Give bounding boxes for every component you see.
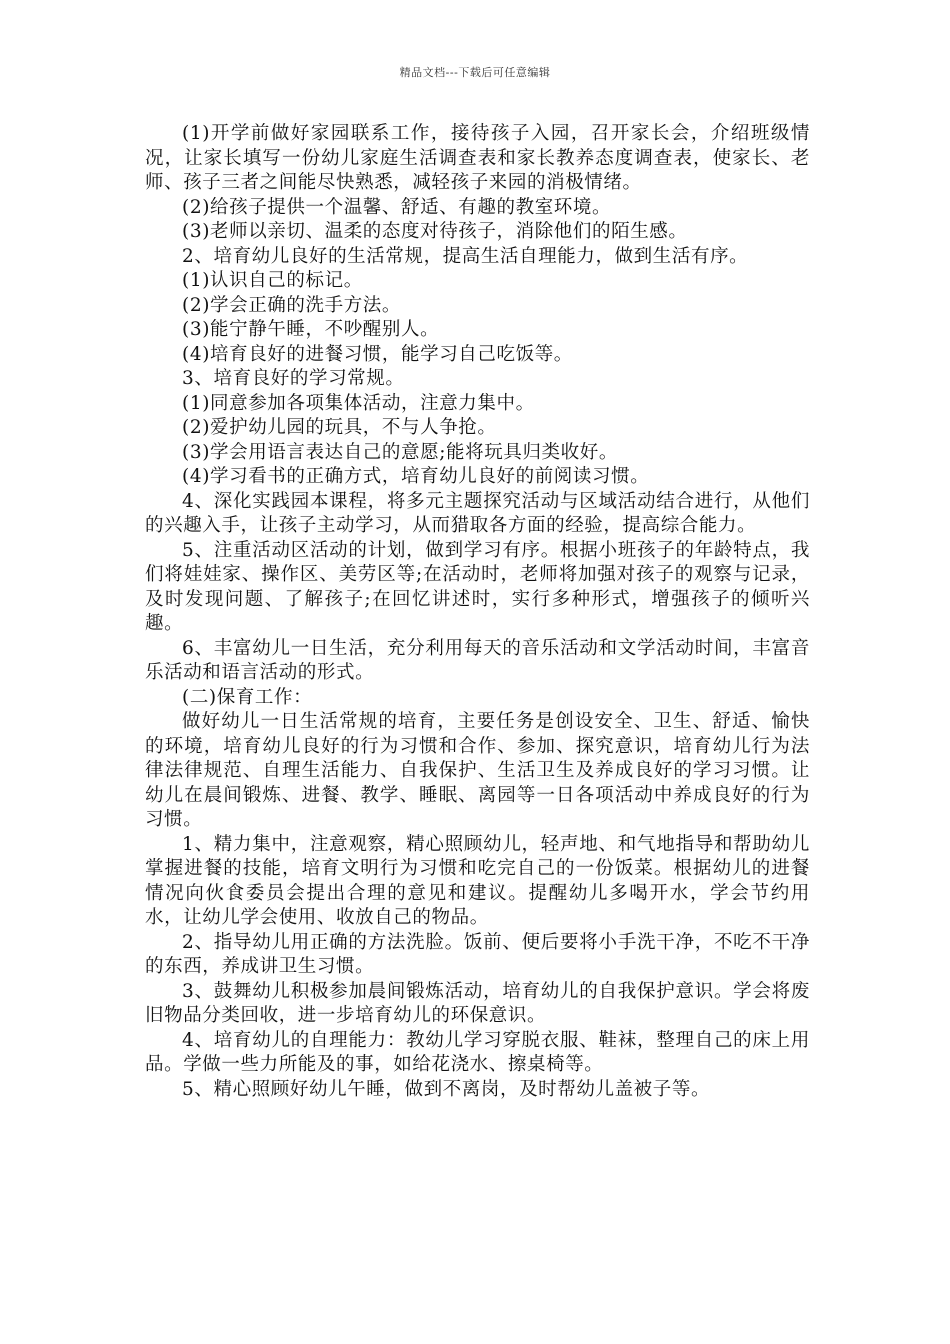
paragraph: (3)能宁静午睡，不吵醒别人。 (182, 319, 440, 340)
paragraph: 做好幼儿一日生活常规的培育，主要任务是创设安全、卫生、舒适、愉快的环境，培育幼儿良好的行为习惯和合作、参加、探究意识，培育幼儿行为法律法律规范、自理生活能力、自我保护、生活卫生及养成良好的学习习惯。让幼儿在晨间锻炼、进餐、教学、睡眠、离园等一日各项活动中养成良好的行为习惯。 (145, 711, 810, 830)
paragraph: (1)开学前做好家园联系工作，接待孩子入园，召开家长会，介绍班级情况，让家长填写一份幼儿家庭生活调查表和家长教养态度调查表，使家长、老师、孩子三者之间能尽快熟悉，减轻孩子来园的消极情绪。 (145, 123, 810, 193)
paragraph: 4、深化实践园本课程，将多元主题探究活动与区域活动结合进行，从他们的兴趣入手，让孩子主动学习，从而猎取各方面的经验，提高综合能力。 (145, 490, 810, 536)
paragraph: 3、培育良好的学习常规。 (182, 368, 405, 389)
paragraph: (4)培育良好的进餐习惯，能学习自己吃饭等。 (182, 343, 573, 365)
document-body (145, 122, 810, 1102)
paragraph: (3)学会用语言表达自己的意愿;能将玩具归类收好。 (182, 441, 618, 463)
paragraph: 4、培育幼儿的自理能力：教幼儿学习穿脱衣服、鞋袜，整理自己的床上用品。学做一些力所能及的事，如给花浇水、擦桌椅等。 (145, 1029, 810, 1075)
paragraph: 1、精力集中，注意观察，精心照顾幼儿，轻声地、和气地指导和帮助幼儿掌握进餐的技能，培育文明行为习惯和吃完自己的一份饭菜。根据幼儿的进餐情况向伙食委员会提出合理的意见和建议。提醒幼儿多喝开水，学会节约用水，让幼儿学会使用、收放自己的物品。 (145, 833, 810, 928)
paragraph: (2)爱护幼儿园的玩具，不与人争抢。 (182, 417, 497, 438)
paragraph: (1)同意参加各项集体活动，注意力集中。 (182, 392, 535, 414)
paragraph: 2、培育幼儿良好的生活常规，提高生活自理能力，做到生活有序。 (182, 245, 749, 267)
paragraph: 5、精心照顾好幼儿午睡，做到不离岗，及时帮幼儿盖被子等。 (182, 1078, 711, 1100)
paragraph: (3)老师以亲切、温柔的态度对待孩子，消除他们的陌生感。 (182, 221, 688, 242)
paragraph: (4)学习看书的正确方式，培育幼儿良好的前阅读习惯。 (182, 466, 650, 487)
paragraph: (2)给孩子提供一个温馨、舒适、有趣的教室环境。 (182, 196, 612, 218)
paragraph: 3、鼓舞幼儿积极参加晨间锻炼活动，培育幼儿的自我保护意识。学会将废旧物品分类回收，进一步培育幼儿的环保意识。 (145, 980, 810, 1026)
paragraph: (2)学会正确的洗手方法。 (182, 294, 402, 316)
paragraph: 5、注重活动区活动的计划，做到学习有序。根据小班孩子的年龄特点，我们将娃娃家、操作区、美劳区等;在活动时，老师将加强对孩子的观察与记录，及时发现问题、了解孩子;在回忆讲述时，实行多种形式，增强孩子的倾听兴趣。 (145, 539, 810, 634)
paragraph: (1)认识自己的标记。 (182, 270, 363, 291)
section-heading: (二)保育工作： (182, 686, 313, 708)
paragraph: 2、指导幼儿用正确的方法洗脸。饭前、便后要将小手洗干净，不吃不干净的东西，养成讲卫生习惯。 (145, 931, 810, 977)
paragraph: 6、丰富幼儿一日生活，充分利用每天的音乐活动和文学活动时间，丰富音乐活动和语言活动的形式。 (145, 637, 810, 683)
page-header: 精品文档---下载后可任意编辑 (399, 66, 551, 79)
